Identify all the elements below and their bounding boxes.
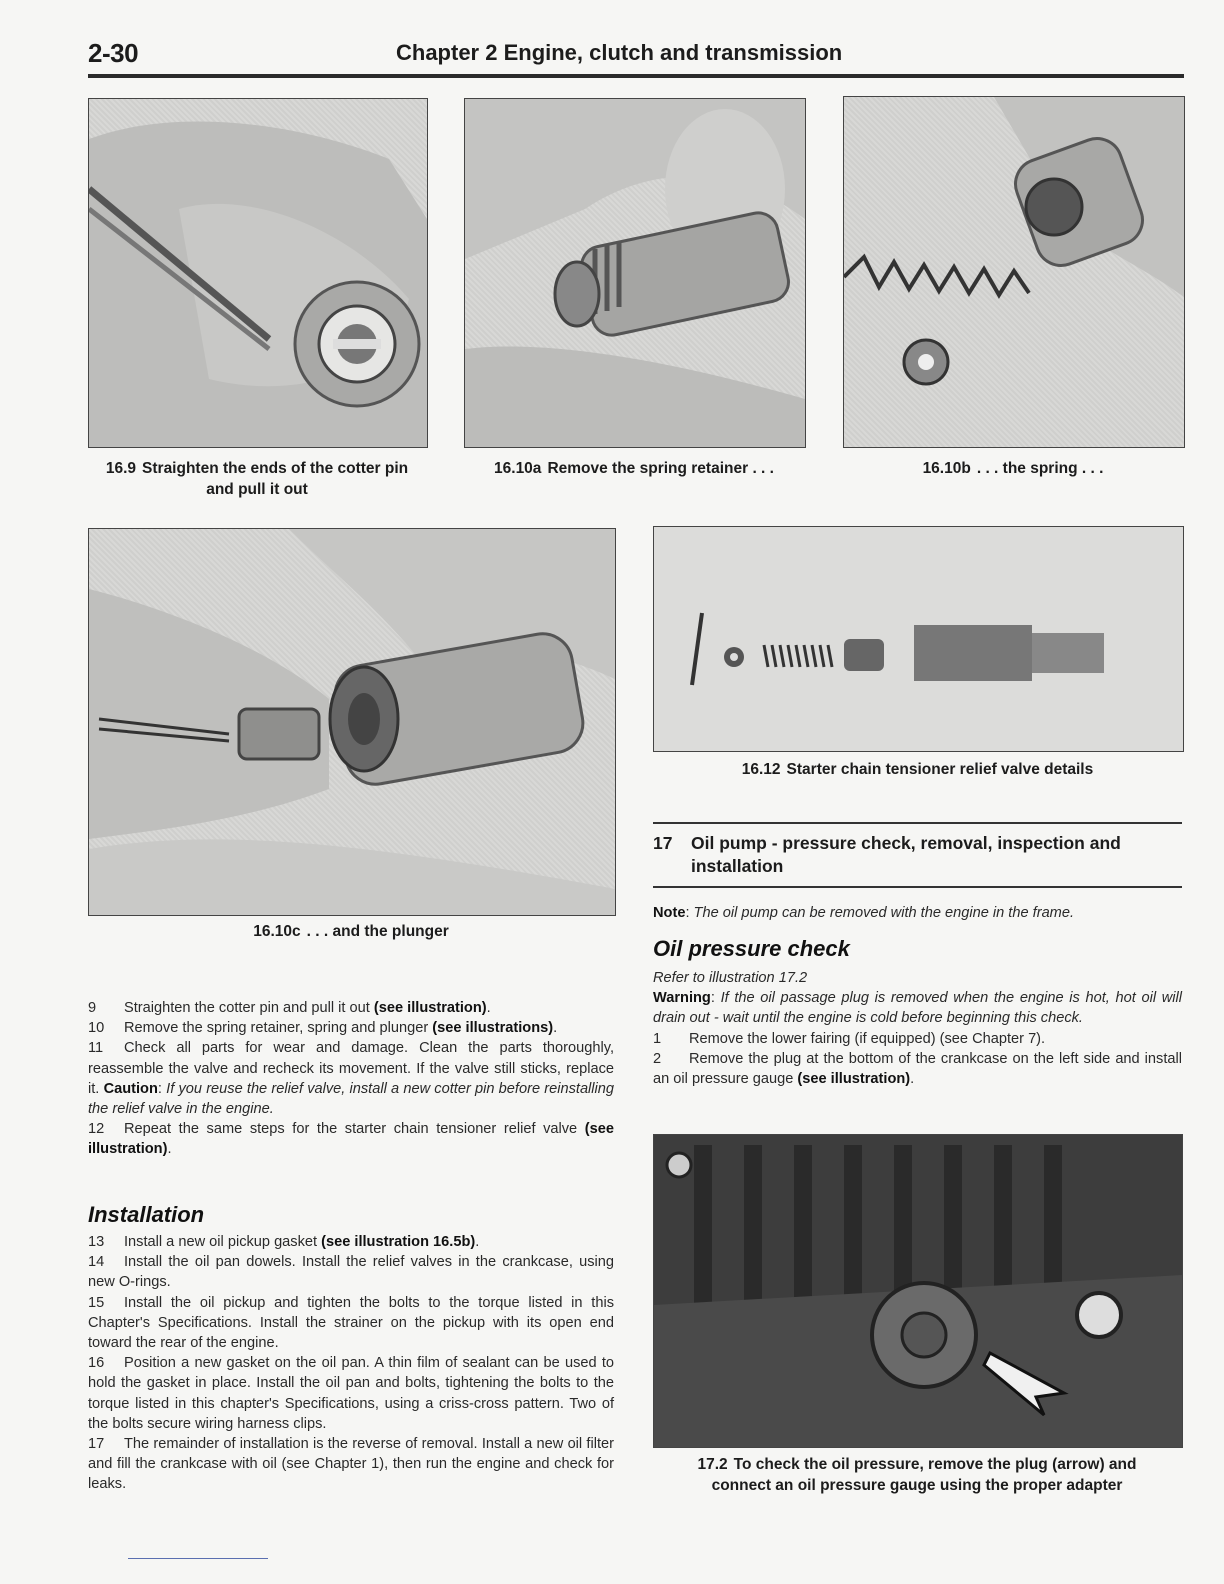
step-11-text: Check all parts for wear and damage. Clean the parts thoroughly, reassemble the valve and recheck its movement. If the valve still sticks, replace it. <box>88 1040 614 1097</box>
caption-16-10a-line1: Remove the spring retainer . . . <box>547 460 774 477</box>
caption-16-10c-number: 16.10c <box>253 923 301 940</box>
step-13 <box>88 1232 614 1252</box>
step-16-number: 16 <box>88 1355 105 1372</box>
step-14 <box>88 1252 614 1292</box>
photo-16-10c-illustration <box>89 529 615 915</box>
step-10-number: 10 <box>88 1020 105 1037</box>
caption-17-2-number: 17.2 <box>697 1456 728 1473</box>
caption-16-10a <box>464 458 804 479</box>
step-11-number: 11 <box>88 1040 104 1057</box>
step-9-number: 9 <box>88 1000 97 1016</box>
caption-17-2-line2: connect an oil pressure gauge using the proper adapter <box>711 1477 1123 1494</box>
photo-16-10a <box>464 98 806 448</box>
step-10-bold: (see illustrations) <box>432 1020 554 1037</box>
photo-16-9-illustration <box>89 99 427 447</box>
caption-16-10c-line1: . . . and the plunger <box>306 923 449 940</box>
photo-16-9 <box>88 98 428 448</box>
step-1-text: Remove the lower fairing (if equipped) (see Chapter 7). <box>689 1030 1046 1047</box>
photo-16-10a-illustration <box>465 99 805 447</box>
step-17-number: 17 <box>88 1436 105 1453</box>
refer-illustration: Refer to illustration 17.2 <box>653 970 808 986</box>
section-17-heading <box>653 832 1182 878</box>
step-15-text: Install the oil pickup and tighten the bolts to the torque listed in this Chapter's Specifications. Install the strainer on the pickup with its open end toward the rear of the engine. <box>88 1294 614 1352</box>
step-13-bold: (see illustration 16.5b) <box>321 1234 476 1250</box>
note-text: The oil pump can be removed with the engine in the frame. <box>693 905 1075 921</box>
left-column-steps-9-12 <box>88 998 614 1160</box>
note-label: Note <box>653 905 686 921</box>
caption-16-10b <box>843 458 1183 479</box>
step-16 <box>88 1353 614 1434</box>
step-12-bold: (see illustration) <box>88 1121 614 1158</box>
section-17-title-line1: Oil pump - pressure check, removal, inspection and <box>691 833 1121 853</box>
caption-16-10a-number: 16.10a <box>494 460 542 477</box>
caption-16-9 <box>88 458 426 500</box>
chapter-title: Chapter 2 Engine, clutch and transmission <box>396 40 843 65</box>
caution-colon: : <box>157 1080 167 1097</box>
warning-label: Warning <box>653 990 711 1007</box>
step-13-number: 13 <box>88 1234 105 1250</box>
step-2-text: Remove the plug at the bottom of the crankcase on the left side and install an oil pressure gauge <box>653 1050 1182 1088</box>
step-14-text: Install the oil pan dowels. Install the relief valves in the crankcase, using new O-rings. <box>88 1254 614 1291</box>
caption-16-12 <box>653 759 1182 780</box>
step-12-number: 12 <box>88 1121 105 1138</box>
header-rule <box>88 74 1184 78</box>
oil-pressure-check-heading: Oil pressure check <box>653 936 850 961</box>
step-2-end: . <box>910 1071 915 1088</box>
note-colon: : <box>685 905 694 921</box>
caption-17-2-line1: To check the oil pressure, remove the plug (arrow) and <box>733 1456 1137 1473</box>
step-15-number: 15 <box>88 1294 105 1311</box>
photo-16-10b <box>843 96 1185 448</box>
step-17-text: The remainder of installation is the reverse of removal. Install a new oil filter and fill the crankcase with oil (see Chapter 1), then run the engine and check for leaks. <box>88 1436 614 1493</box>
installation-heading: Installation <box>88 1202 205 1227</box>
footer-rule <box>128 1558 268 1559</box>
oil-pressure-check-text <box>653 968 1182 1089</box>
page-number: 2-30 <box>88 38 139 68</box>
step-2-bold: (see illustration) <box>797 1071 911 1088</box>
section-17-title-line2: installation <box>691 856 784 876</box>
step-13-end: . <box>475 1234 480 1250</box>
caption-17-2 <box>653 1454 1181 1496</box>
step-11 <box>88 1038 614 1119</box>
step-1-number: 1 <box>653 1030 662 1047</box>
caption-16-12-number: 16.12 <box>741 761 781 778</box>
section-17-top-rule <box>653 822 1182 824</box>
step-9-bold: (see illustration) <box>373 1000 487 1016</box>
photo-16-10b-illustration <box>844 97 1184 447</box>
step-14-number: 14 <box>88 1254 105 1271</box>
step-15 <box>88 1293 614 1354</box>
caption-16-10b-line1: . . . the spring . . . <box>976 460 1104 477</box>
step-13-text: Install a new oil pickup gasket <box>124 1234 322 1250</box>
caption-16-9-line2: and pull it out <box>206 481 308 498</box>
step-10-end: . <box>553 1020 558 1037</box>
step-12-end: . <box>167 1141 172 1158</box>
caption-16-9-line1: Straighten the ends of the cotter pin <box>142 460 409 477</box>
caption-16-9-number: 16.9 <box>105 460 137 477</box>
step-2-number: 2 <box>653 1050 662 1067</box>
photo-17-2-illustration <box>654 1135 1182 1447</box>
step-12-text: Repeat the same steps for the starter chain tensioner relief valve <box>124 1121 585 1138</box>
step-17 <box>88 1434 614 1495</box>
left-column-steps-13-17 <box>88 1232 614 1495</box>
step-9 <box>88 998 614 1018</box>
section-17-number: 17 <box>653 833 673 853</box>
step-12 <box>88 1119 614 1159</box>
photo-16-12-illustration <box>654 527 1183 751</box>
step-9-end: . <box>486 1000 491 1016</box>
step-16-text: Position a new gasket on the oil pan. A thin film of sealant can be used to hold the gasket in place. Install the oil pan and bolts, tightening the bolts to the torque listed in this chapter's Specifications, using a criss-cross pattern. Two of the bolts secure wiring harness clips. <box>88 1355 614 1432</box>
section-17-bottom-rule <box>653 886 1182 888</box>
caption-16-10c <box>88 921 614 942</box>
photo-17-2 <box>653 1134 1183 1448</box>
caution-label: Caution <box>103 1080 158 1097</box>
caution-text: If you reuse the relief valve, install a new cotter pin before reinstalling the relief valve in the engine. <box>88 1080 615 1118</box>
warning-text: If the oil passage plug is removed when the engine is hot, hot oil will drain out - wait until the engine is cold before beginning this check. <box>653 990 1183 1027</box>
step-10 <box>88 1018 614 1038</box>
photo-16-10c <box>88 528 616 916</box>
section-17-note <box>653 903 1182 923</box>
step-10-text: Remove the spring retainer, spring and plunger <box>124 1020 433 1037</box>
caption-16-10b-number: 16.10b <box>922 460 971 477</box>
step-9-text: Straighten the cotter pin and pull it out <box>124 1000 374 1016</box>
photo-16-12 <box>653 526 1184 752</box>
caption-16-12-line1: Starter chain tensioner relief valve details <box>786 761 1094 778</box>
warning-colon: : <box>710 990 721 1007</box>
